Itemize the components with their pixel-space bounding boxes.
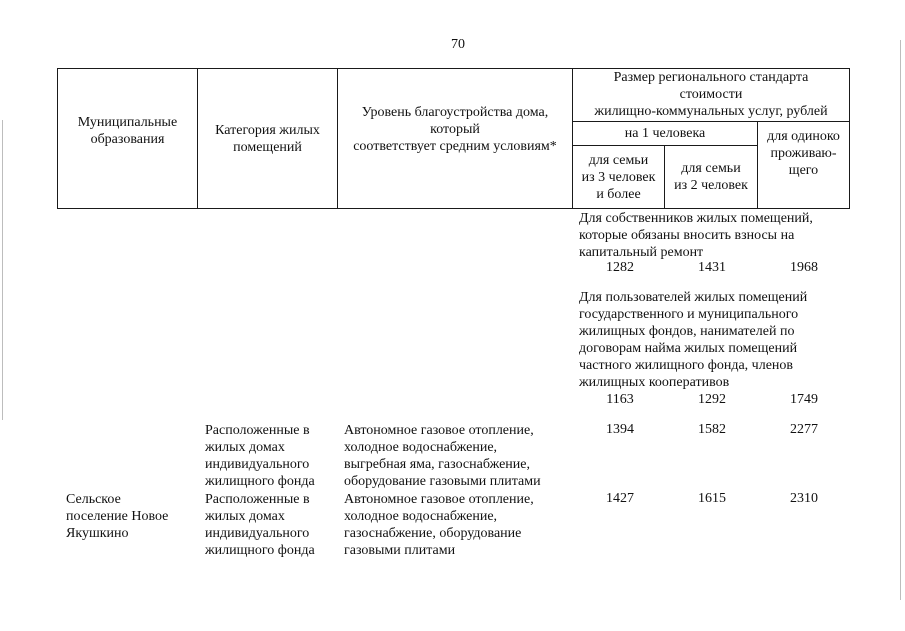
row-value-family2: 1615 <box>698 491 726 506</box>
header-family3: для семьи из 3 человек и более <box>581 153 656 202</box>
row-value-single: 2277 <box>790 422 818 437</box>
row-value-family3: 1394 <box>606 422 634 437</box>
users-value-family3: 1163 <box>606 392 634 407</box>
divider-title-bottom <box>572 121 850 122</box>
header-category: Категория жилых помещений <box>215 123 320 155</box>
users-value-single: 1749 <box>790 392 818 407</box>
page-number: 70 <box>451 37 465 52</box>
row-value-family2: 1582 <box>698 422 726 437</box>
header-standard-title: Размер регионального стандарта стоимости жилищно-коммунальных услуг, рублей <box>594 70 828 119</box>
header-per-person: на 1 человека <box>624 126 706 141</box>
owners-value-family3: 1282 <box>606 260 634 275</box>
users-label: Для пользователей жилых помещений государственного и муниципального жилищных фондов, нанимателей по договорам найма жилых помещений частного жилищного фонда, членов жилищных кооперативов <box>579 290 808 390</box>
border-bottom <box>57 208 850 209</box>
row-level: Автономное газовое отопление, холодное водоснабжение, выгребная яма, газоснабжение, оборудование газовыми плитами <box>344 423 541 489</box>
header-single: для одиноко проживаю- щего <box>767 129 840 178</box>
users-value-family2: 1292 <box>698 392 726 407</box>
owners-value-single: 1968 <box>790 260 818 275</box>
scan-edge-right <box>900 40 901 600</box>
header-municipality: Муниципальные образования <box>77 115 178 147</box>
owners-label: Для собственников жилых помещений, которые обязаны вносить взносы на капитальный ремонт <box>579 211 813 260</box>
row-value-family3: 1427 <box>606 491 634 506</box>
header-family2: для семьи из 2 человек <box>674 161 748 193</box>
row-value-single: 2310 <box>790 491 818 506</box>
border-right <box>849 68 850 209</box>
scan-edge-left <box>2 120 3 420</box>
municipality-name: Сельское поселение Новое Якушкино <box>66 492 169 541</box>
row-category: Расположенные в жилых домах индивидуального жилищного фонда <box>205 423 315 489</box>
row-category: Расположенные в жилых домах индивидуального жилищного фонда <box>205 492 315 558</box>
row-level: Автономное газовое отопление, холодное водоснабжение, газоснабжение, оборудование газовыми плитами <box>344 492 534 558</box>
owners-value-family2: 1431 <box>698 260 726 275</box>
header-level: Уровень благоустройства дома, который соответствует средним условиям* <box>353 105 557 154</box>
divider-per-person-bottom <box>572 145 758 146</box>
